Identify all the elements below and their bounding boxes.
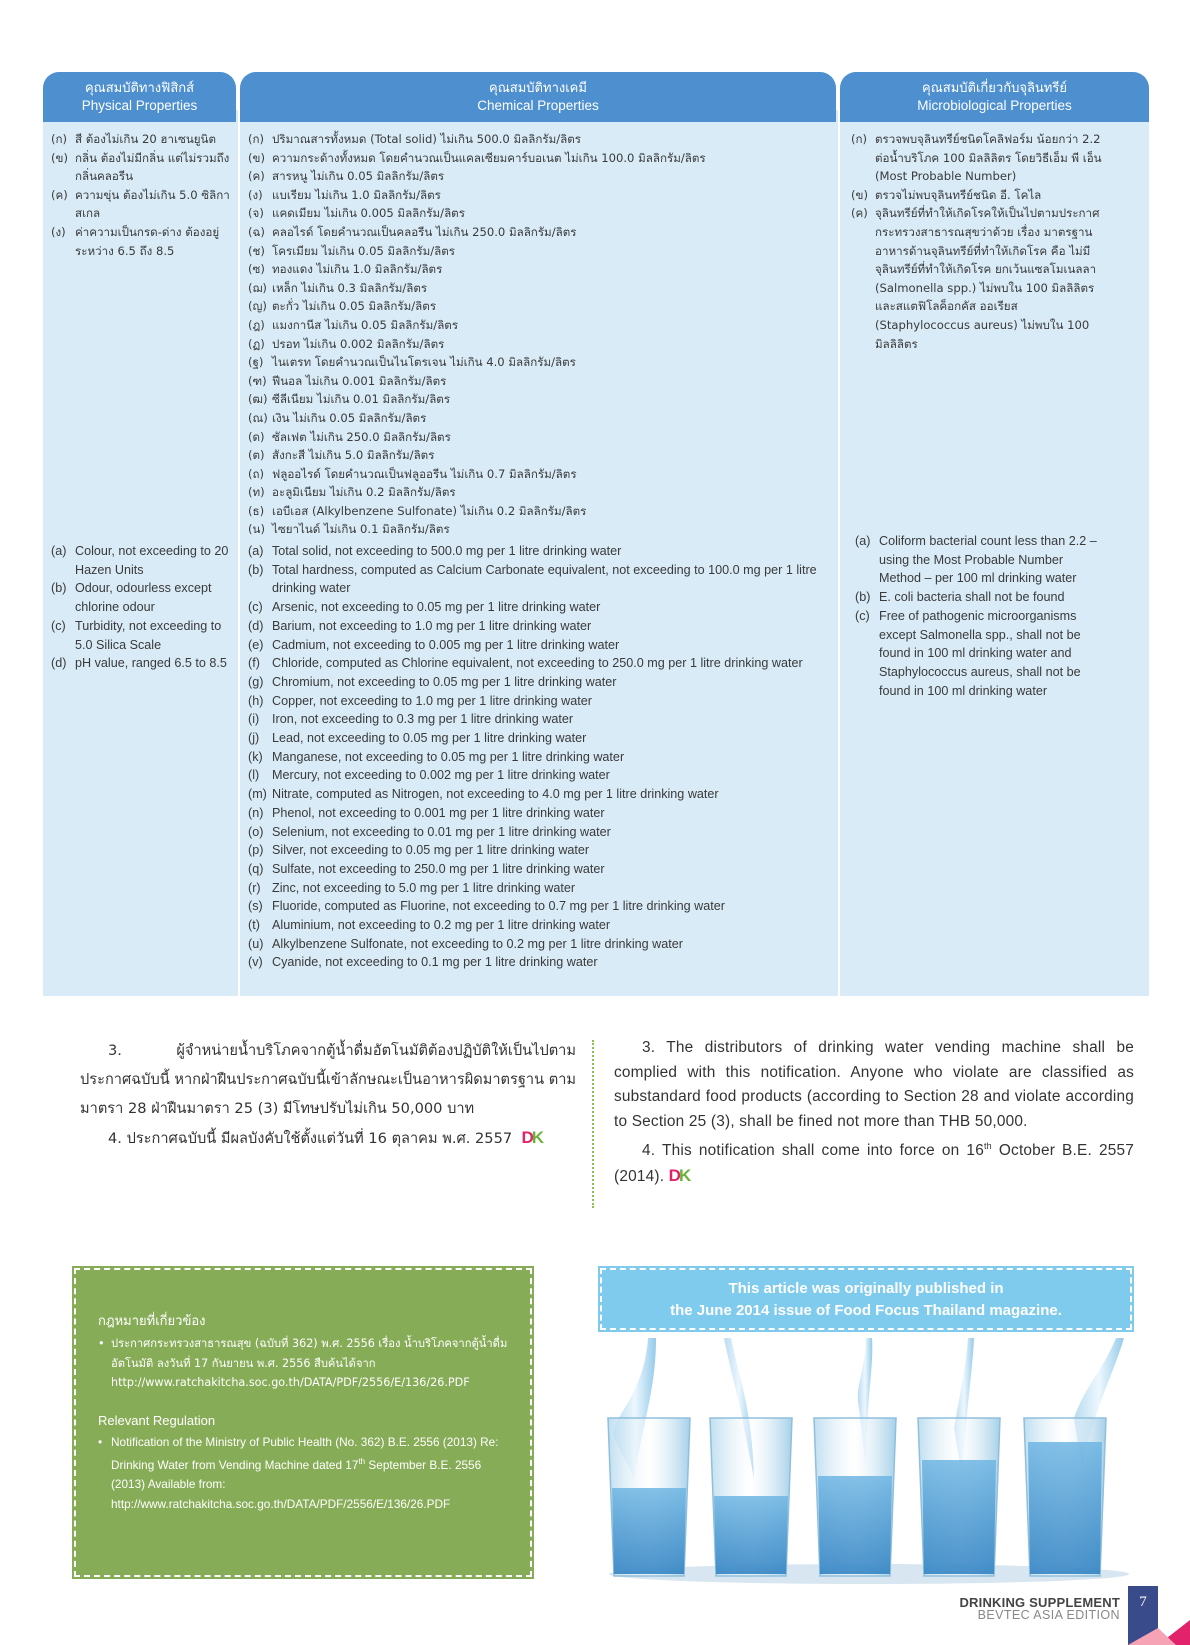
- list-item: [248, 748, 833, 767]
- item-text: ซัลเฟต ไม่เกิน 250.0 มิลลิกรัม/ลิตร: [272, 429, 451, 444]
- item-text: E. coli bacteria shall not be found: [879, 590, 1065, 605]
- list-item: [248, 483, 833, 502]
- item-marker: (ง): [248, 187, 263, 202]
- item-marker: (r): [248, 880, 261, 895]
- list-item: [248, 710, 833, 729]
- item-text: แคดเมียม ไม่เกิน 0.005 มิลลิกรัม/ลิตร: [272, 206, 465, 221]
- item-text: ทองแดง ไม่เกิน 1.0 มิลลิกรัม/ลิตร: [272, 262, 443, 277]
- page-number: 7: [1128, 1586, 1158, 1645]
- item-marker: (ก): [248, 132, 265, 146]
- thai-paragraph-4: [80, 1123, 576, 1153]
- item-marker: (t): [248, 918, 260, 933]
- item-marker: (d): [248, 618, 264, 633]
- list-item: [248, 935, 833, 954]
- item-text: แบเรียม ไม่เกิน 1.0 มิลลิกรัม/ลิตร: [272, 187, 441, 202]
- footer-edition: BEVTEC ASIA EDITION: [977, 1608, 1120, 1622]
- properties-table: [43, 72, 1149, 996]
- item-marker: (ด): [248, 429, 265, 444]
- item-marker: (a): [855, 534, 871, 548]
- item-marker: (ฌ): [248, 280, 267, 295]
- item-text: Arsenic, not exceeding to 0.05 mg per 1 litre drinking water: [272, 600, 601, 615]
- list-item: [248, 279, 833, 298]
- item-marker: (น): [248, 522, 265, 537]
- list-item: [248, 860, 833, 879]
- header-physical: [43, 72, 236, 122]
- item-marker: (a): [248, 544, 264, 558]
- bullet-icon: •: [98, 1434, 103, 1449]
- item-text: ไซยาไนด์ ไม่เกิน 0.1 มิลลิกรัม/ลิตร: [272, 522, 450, 537]
- item-marker: (g): [248, 674, 264, 689]
- thai-paragraph-4-text: 4. ประกาศฉบับนี้ มีผลบังคับใช้ตั้งแต่วันที่ 16 ตุลาคม พ.ศ. 2557: [108, 1130, 513, 1147]
- list-item: [248, 167, 833, 186]
- item-text: Cadmium, not exceeding to 0.005 mg per 1 litre drinking water: [272, 637, 620, 652]
- regulation-box: [74, 1268, 532, 1577]
- list-item: [851, 186, 1105, 205]
- item-text: ฟีนอล ไม่เกิน 0.001 มิลลิกรัม/ลิตร: [272, 373, 447, 388]
- item-text: Iron, not exceeding to 0.3 mg per 1 litre drinking water: [272, 712, 574, 727]
- physical-th-list: [51, 130, 233, 260]
- header-physical-en: Physical Properties: [81, 98, 198, 113]
- footer-title: DRINKING SUPPLEMENT: [959, 1595, 1120, 1610]
- item-text: ตรวจพบจุลินทรีย์ชนิดโคลิฟอร์ม น้อยกว่า 2.2 ต่อน้ำบริโภค 100 มิลลิลิตร โดยวิธีเอ็ม พี เอ็น (Most Probable Number): [875, 132, 1102, 184]
- item-text: Fluoride, computed as Fluorine, not exceeding to 0.7 mg per 1 litre drinking water: [272, 899, 725, 914]
- thai-paragraph-3: 3. ผู้จำหน่ายน้ำบริโภคจากตู้น้ำดื่มอัตโนมัติต้องปฏิบัติให้เป็นไปตามประกาศฉบับนี้ หากฝ่าฝืนประกาศฉบับนี้เข้าลักษณะเป็นอาหารผิดมาตรฐาน ตามมาตรา 28 ฝ่าฝืนมาตรา 25 (3) มีโทษปรับไม่เกิน 50,000 บาท: [80, 1042, 577, 1117]
- item-marker: (d): [51, 656, 67, 671]
- header-chemical-en: Chemical Properties: [477, 98, 599, 113]
- physical-en-list: [51, 542, 233, 673]
- item-text: Mercury, not exceeding to 0.002 mg per 1 litre drinking water: [272, 768, 610, 783]
- header-chemical-th: คุณสมบัติทางเคมี: [489, 81, 587, 96]
- dk-logo-k: K: [678, 1165, 690, 1185]
- regulation-item-th: [98, 1334, 510, 1393]
- micro-en-list: [855, 532, 1107, 700]
- list-item: [248, 465, 833, 484]
- water-glasses-image: [604, 1338, 1134, 1588]
- item-marker: (a): [51, 544, 67, 558]
- item-marker: (l): [248, 768, 260, 783]
- list-item: [248, 353, 833, 372]
- list-item: [248, 785, 833, 804]
- list-item: [51, 542, 233, 579]
- regulation-item-th-text: ประกาศกระทรวงสาธารณสุข (ฉบับที่ 362) พ.ศ. 2556 เรื่อง น้ำบริโภคจากตู้น้ำดื่มอัตโนมัติ ลงวันที่ 17 กันยายน พ.ศ. 2556 สืบค้นได้จาก http://www.ratchakitcha.soc.go.th/DATA/PDF/2556/E/136/26.PDF: [111, 1337, 508, 1389]
- list-item: [248, 242, 833, 261]
- dk-logo-d: D: [521, 1128, 532, 1147]
- item-text: ความกระด้างทั้งหมด โดยคำนวณเป็นแคลเซียมคาร์บอเนต ไม่เกิน 100.0 มิลลิกรัม/ลิตร: [272, 150, 706, 165]
- chemical-en-list: [248, 542, 833, 972]
- article-note-line-1: This article was originally published in: [728, 1280, 1004, 1297]
- item-text: Copper, not exceeding to 1.0 mg per 1 litre drinking water: [272, 693, 592, 708]
- item-text: Selenium, not exceeding to 0.01 mg per 1 litre drinking water: [272, 824, 611, 839]
- item-text: Lead, not exceeding to 0.05 mg per 1 litre drinking water: [272, 731, 587, 746]
- item-marker: (ฒ): [248, 392, 268, 407]
- page-footer: [959, 1595, 1120, 1622]
- list-item: [248, 766, 833, 785]
- item-marker: (ธ): [248, 503, 265, 518]
- item-text: ฟลูออไรด์ โดยคำนวณเป็นฟลูออรีน ไม่เกิน 0.7 มิลลิกรัม/ลิตร: [272, 466, 577, 481]
- item-marker: (m): [248, 787, 267, 802]
- item-text: สังกะสี ไม่เกิน 5.0 มิลลิกรัม/ลิตร: [272, 448, 435, 463]
- list-item: [248, 390, 833, 409]
- list-item: [248, 897, 833, 916]
- article-note-line-2: the June 2014 issue of Food Focus Thailand magazine.: [670, 1302, 1062, 1319]
- list-item: [248, 502, 833, 521]
- item-marker: (ฑ): [248, 373, 267, 388]
- item-marker: (c): [855, 608, 870, 623]
- list-item: [51, 149, 233, 186]
- item-marker: (k): [248, 749, 263, 764]
- superscript: th: [983, 1141, 992, 1151]
- item-marker: (s): [248, 899, 263, 914]
- item-text: ปรอท ไม่เกิน 0.002 มิลลิกรัม/ลิตร: [272, 336, 445, 351]
- list-item: [248, 953, 833, 972]
- article-note: [600, 1268, 1132, 1330]
- list-item: [248, 520, 833, 539]
- item-marker: (b): [51, 581, 67, 596]
- micro-th-list: [851, 130, 1105, 353]
- item-marker: (ถ): [248, 466, 265, 481]
- english-paragraph-3: 3. The distributors of drinking water vending machine shall be complied with this notification. Anyone who violate are classified as substandard food products (according to Section 28 and violate according to Section 25 (3), shall be fined not more than THB 50,000.: [614, 1039, 1134, 1130]
- item-marker: (j): [248, 731, 260, 746]
- item-marker: (ข): [51, 150, 68, 165]
- dk-logo-icon: [521, 1128, 542, 1147]
- item-marker: (ง): [51, 224, 66, 239]
- item-text: Barium, not exceeding to 1.0 mg per 1 litre drinking water: [272, 618, 592, 633]
- item-text: สี ต้องไม่เกิน 20 ฮาเซนยูนิต: [75, 132, 217, 146]
- item-text: กลิ่น ต้องไม่มีกลิ่น แต่ไม่รวมถึงกลิ่นคลอรีน: [75, 150, 230, 184]
- item-marker: (u): [248, 936, 264, 951]
- item-marker: (b): [855, 590, 871, 605]
- header-micro: [840, 72, 1149, 122]
- item-marker: (จ): [248, 206, 264, 221]
- english-paragraph-4-text: 4. This notification shall come into force on 16: [642, 1142, 984, 1160]
- list-item: [851, 204, 1105, 353]
- list-item: [248, 223, 833, 242]
- item-marker: (n): [248, 805, 264, 820]
- list-item: [248, 409, 833, 428]
- item-marker: (ซ): [248, 262, 265, 277]
- list-item: [248, 204, 833, 223]
- item-marker: (ฎ): [248, 317, 265, 332]
- list-item: [248, 446, 833, 465]
- item-marker: (ก): [851, 132, 868, 146]
- list-item: [248, 879, 833, 898]
- column-divider-dotted: [592, 1040, 594, 1208]
- item-marker: (i): [248, 712, 260, 727]
- superscript: th: [358, 1457, 366, 1466]
- item-text: Odour, odourless except chlorine odour: [75, 581, 212, 615]
- item-marker: (v): [248, 955, 263, 970]
- header-physical-th: คุณสมบัติทางฟิสิกส์: [84, 81, 195, 96]
- list-item: [248, 823, 833, 842]
- item-marker: (ค): [851, 206, 868, 221]
- list-item: [248, 297, 833, 316]
- list-item: [248, 542, 833, 561]
- list-item: [248, 916, 833, 935]
- item-marker: (ช): [248, 243, 265, 258]
- list-item: [248, 149, 833, 168]
- regulation-list-en: [98, 1433, 510, 1515]
- item-text: เอบีเอส (Alkylbenzene Sulfonate) ไม่เกิน 0.2 มิลลิกรัม/ลิตร: [272, 503, 587, 518]
- item-text: อะลูมิเนียม ไม่เกิน 0.2 มิลลิกรัม/ลิตร: [272, 485, 456, 500]
- item-text: สารหนู ไม่เกิน 0.05 มิลลิกรัม/ลิตร: [272, 169, 445, 184]
- english-paragraph-4-text-end: October B.E. 2557 (2014).: [614, 1142, 1134, 1185]
- list-item: [248, 372, 833, 391]
- item-text: Aluminium, not exceeding to 0.2 mg per 1 litre drinking water: [272, 918, 611, 933]
- dk-logo-d: D: [668, 1165, 679, 1185]
- list-item: [51, 617, 233, 654]
- list-item: [248, 692, 833, 711]
- list-item: [248, 729, 833, 748]
- header-micro-th: คุณสมบัติเกี่ยวกับจุลินทรีย์: [922, 81, 1067, 96]
- dk-logo-k: K: [531, 1128, 542, 1147]
- item-marker: (ณ): [248, 410, 268, 425]
- corner-decoration-icon: [1128, 1620, 1190, 1645]
- item-marker: (ข): [248, 150, 265, 165]
- item-text: ค่าความเป็นกรด-ด่าง ต้องอยู่ระหว่าง 6.5 ถึง 8.5: [75, 224, 220, 258]
- item-marker: (e): [248, 637, 264, 652]
- item-text: Alkylbenzene Sulfonate, not exceeding to 0.2 mg per 1 litre drinking water: [272, 936, 683, 951]
- english-body-text: [614, 1036, 1134, 1189]
- list-item: [248, 561, 833, 598]
- item-marker: (ฐ): [248, 355, 264, 370]
- list-item: [855, 607, 1107, 701]
- item-marker: (ค): [51, 187, 68, 202]
- item-text: Zinc, not exceeding to 5.0 mg per 1 litre drinking water: [272, 880, 576, 895]
- list-item: [248, 617, 833, 636]
- chemical-th-list: [248, 130, 833, 539]
- list-item: [248, 654, 833, 673]
- list-item: [248, 335, 833, 354]
- item-text: Chloride, computed as Chlorine equivalent, not exceeding to 250.0 mg per 1 litre drinking water: [272, 656, 803, 671]
- regulation-item-en: [98, 1433, 510, 1515]
- list-item: [248, 260, 833, 279]
- item-text: Coliform bacterial count less than 2.2 – using the Most Probable Number Method – per 100 ml drinking water: [879, 534, 1097, 586]
- item-text: ตรวจไม่พบจุลินทรีย์ชนิด อี. โคไล: [875, 187, 1042, 202]
- item-marker: (b): [248, 562, 264, 577]
- column-divider: [238, 110, 240, 996]
- item-marker: (p): [248, 843, 264, 858]
- list-item: [248, 636, 833, 655]
- english-paragraph-4: [614, 1134, 1134, 1189]
- item-text: Sulfate, not exceeding to 250.0 mg per 1 litre drinking water: [272, 861, 605, 876]
- regulation-list-th: [98, 1334, 510, 1393]
- item-text: Chromium, not exceeding to 0.05 mg per 1 litre drinking water: [272, 674, 617, 689]
- item-marker: (c): [51, 618, 66, 633]
- item-text: Total hardness, computed as Calcium Carbonate equivalent, not exceeding to 100.0 mg per 1 litre drinking water: [272, 562, 817, 596]
- item-marker: (ท): [248, 485, 265, 500]
- column-divider: [838, 110, 840, 996]
- list-item: [851, 130, 1105, 186]
- list-item: [855, 532, 1107, 588]
- item-text: แมงกานีส ไม่เกิน 0.05 มิลลิกรัม/ลิตร: [272, 317, 459, 332]
- item-text: Cyanide, not exceeding to 0.1 mg per 1 litre drinking water: [272, 955, 598, 970]
- item-marker: (ก): [51, 132, 68, 146]
- item-text: ตะกั่ว ไม่เกิน 0.05 มิลลิกรัม/ลิตร: [272, 299, 437, 314]
- item-marker: (ฏ): [248, 336, 265, 351]
- item-text: Turbidity, not exceeding to 5.0 Silica Scale: [75, 618, 222, 652]
- list-item: [51, 186, 233, 223]
- list-item: [51, 579, 233, 616]
- item-marker: (ค): [248, 169, 265, 184]
- header-micro-en: Microbiological Properties: [917, 98, 1072, 113]
- item-text: ไนเตรท โดยคำนวณเป็นไนโตรเจน ไม่เกิน 4.0 มิลลิกรัม/ลิตร: [272, 355, 576, 370]
- item-marker: (ต): [248, 448, 265, 463]
- item-text: ปริมาณสารทั้งหมด (Total solid) ไม่เกิน 500.0 มิลลิกรัม/ลิตร: [272, 132, 581, 146]
- item-text: Phenol, not exceeding to 0.001 mg per 1 litre drinking water: [272, 805, 605, 820]
- item-text: Total solid, not exceeding to 500.0 mg per 1 litre drinking water: [272, 544, 622, 558]
- item-marker: (f): [248, 656, 260, 671]
- item-text: Free of pathogenic microorganisms except Salmonella spp., shall not be found in 100 ml drinking water and Staphylococcus aureus, shall not be found in 100 ml drinking water: [879, 608, 1081, 698]
- regulation-heading-th: กฎหมายที่เกี่ยวข้อง: [98, 1314, 206, 1329]
- item-marker: (h): [248, 693, 264, 708]
- list-item: [248, 673, 833, 692]
- item-text: คลอไรด์ โดยคำนวณเป็นคลอรีน ไม่เกิน 250.0 มิลลิกรัม/ลิตร: [272, 224, 577, 239]
- bullet-icon: •: [98, 1337, 105, 1350]
- header-chemical: [240, 72, 836, 122]
- item-text: เงิน ไม่เกิน 0.05 มิลลิกรัม/ลิตร: [272, 410, 427, 425]
- list-item: [248, 130, 833, 149]
- item-text: Colour, not exceeding to 20 Hazen Units: [75, 544, 229, 577]
- regulation-heading-en: Relevant Regulation: [98, 1412, 216, 1428]
- list-item: [248, 316, 833, 335]
- item-text: Silver, not exceeding to 0.05 mg per 1 litre drinking water: [272, 843, 590, 858]
- item-text: จุลินทรีย์ที่ทำให้เกิดโรคให้เป็นไปตามประกาศกระทรวงสาธารณสุขว่าด้วย เรื่อง มาตรฐานอาหารด้านจุลินทรีย์ที่ทำให้เกิดโรค คือ ไม่มีจุลินทรีย์ที่ทำให้เกิดโรค ยกเว้นแซลโมเนลลา (Salmonella spp.) ไม่พบใน 100 มิลลิลิตร และสแตฟิโลค็อกคัส ออเรียส (Staphylococcus aureus) ไม่พบใน 100 มิลลิลิตร: [875, 206, 1100, 351]
- thai-body-text: [80, 1036, 576, 1153]
- item-marker: (ข): [851, 187, 868, 202]
- list-item: [248, 841, 833, 860]
- list-item: [248, 186, 833, 205]
- list-item: [248, 428, 833, 447]
- item-marker: (o): [248, 824, 264, 839]
- item-text: pH value, ranged 6.5 to 8.5: [75, 656, 227, 671]
- item-text: Nitrate, computed as Nitrogen, not exceeding to 4.0 mg per 1 litre drinking water: [272, 787, 719, 802]
- regulation-item-en-text-end: September B.E. 2556 (2013) Available from: http://www.ratchakitcha.soc.go.th/DATA/PDF/2556/E/136/26.PDF: [111, 1457, 482, 1511]
- regulation-item-en-text: Notification of the Ministry of Public Health (No. 362) B.E. 2556 (2013) Re: Drinking Water from Vending Machine dated 17: [111, 1434, 499, 1472]
- list-item: [248, 804, 833, 823]
- list-item: [248, 598, 833, 617]
- item-text: ซีลีเนียม ไม่เกิน 0.01 มิลลิกรัม/ลิตร: [272, 392, 451, 407]
- item-marker: (ฉ): [248, 224, 265, 239]
- list-item: [855, 588, 1107, 607]
- list-item: [51, 654, 233, 673]
- item-marker: (ญ): [248, 299, 267, 314]
- item-marker: (c): [248, 600, 263, 615]
- item-text: ความขุ่น ต้องไม่เกิน 5.0 ซิลิกาสเกล: [75, 187, 230, 221]
- item-text: เหล็ก ไม่เกิน 0.3 มิลลิกรัม/ลิตร: [272, 280, 428, 295]
- dk-logo-icon: [669, 1166, 690, 1185]
- item-marker: (q): [248, 861, 264, 876]
- item-text: Manganese, not exceeding to 0.05 mg per 1 litre drinking water: [272, 749, 625, 764]
- list-item: [51, 130, 233, 149]
- item-text: โครเมียม ไม่เกิน 0.05 มิลลิกรัม/ลิตร: [272, 243, 456, 258]
- list-item: [51, 223, 233, 260]
